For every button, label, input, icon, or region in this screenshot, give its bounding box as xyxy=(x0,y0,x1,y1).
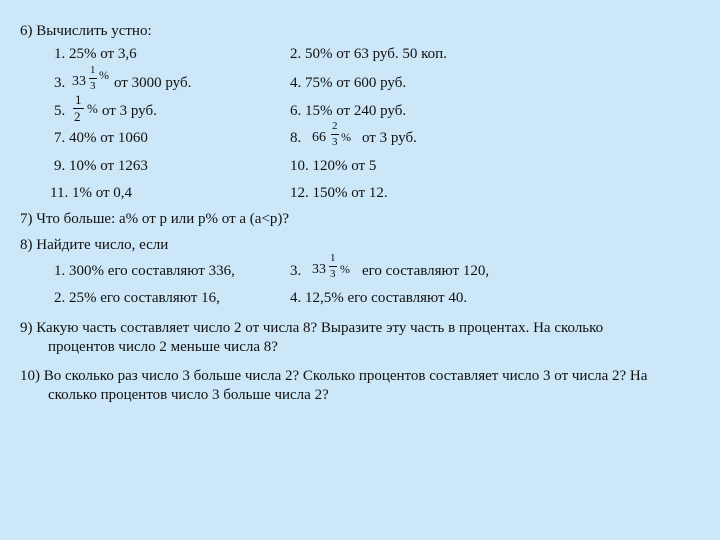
task-6-3-text: от 3000 руб. xyxy=(114,75,192,91)
task-6-5-number: 5. xyxy=(54,103,66,119)
fraction-denominator: 2 xyxy=(74,109,81,124)
fraction-bar xyxy=(89,78,97,79)
fraction-whole: 33 xyxy=(312,262,326,277)
task-8-3-number: 3. xyxy=(290,263,302,279)
fraction-denominator: 3 xyxy=(90,80,96,92)
task-6-2: 2. 50% от 63 руб. 50 коп. xyxy=(290,46,447,62)
fraction-66-2-3-percent xyxy=(312,120,356,154)
section10-line1: 10) Во сколько раз число 3 больше числа 2? Сколько процентов составляет число 3 от числа 2? На xyxy=(20,368,648,384)
fraction-percent-sign: % xyxy=(341,130,351,144)
task-6-6: 6. 15% от 240 руб. xyxy=(290,103,407,119)
fraction-whole: 66 xyxy=(312,130,326,145)
fraction-percent-sign: % xyxy=(87,101,98,116)
fraction-bar xyxy=(329,266,337,267)
task-6-8-number: 8. xyxy=(290,130,302,146)
section9-line1: 9) Какую часть составляет число 2 от числа 8? Выразите эту часть в процентах. На сколько xyxy=(20,320,604,336)
section8-heading: 8) Найдите число, если xyxy=(20,237,169,253)
fraction-denominator: 3 xyxy=(330,268,336,280)
task-8-1: 1. 300% его составляют 336, xyxy=(54,263,235,279)
task-8-2: 2. 25% его составляют 16, xyxy=(54,290,220,306)
task-6-10: 10. 120% от 5 xyxy=(290,158,377,174)
fraction-numerator: 1 xyxy=(75,92,82,107)
task-6-5-text: от 3 руб. xyxy=(102,103,157,119)
task-6-8-text: от 3 руб. xyxy=(362,130,417,146)
section9-question xyxy=(20,319,603,357)
section10-line2: сколько процентов число 3 больше числа 2? xyxy=(48,387,329,403)
fraction-percent-sign: % xyxy=(340,262,350,276)
task-6-9: 9. 10% от 1263 xyxy=(54,158,148,174)
fraction-denominator: 3 xyxy=(332,136,338,148)
fraction-bar xyxy=(331,134,339,135)
task-6-7: 7. 40% от 1060 xyxy=(54,130,148,146)
task-6-4: 4. 75% от 600 руб. xyxy=(290,75,407,91)
section10-question xyxy=(20,367,647,405)
fraction-numerator: 1 xyxy=(330,252,336,264)
section7-question: 7) Что больше: а% от р или р% от а (а<p)? xyxy=(20,211,290,227)
section6-heading: 6) Вычислить устно: xyxy=(20,23,152,39)
task-6-12: 12. 150% от 12. xyxy=(290,185,388,201)
task-8-3-text: его составляют 120, xyxy=(362,263,490,279)
section9-line2: процентов число 2 меньше числа 8? xyxy=(48,339,278,355)
task-8-4: 4. 12,5% его составляют 40. xyxy=(290,290,468,306)
task-6-1: 1. 25% от 3,6 xyxy=(54,46,137,62)
fraction-1-2-percent xyxy=(72,92,102,126)
fraction-whole: 33 xyxy=(72,74,86,89)
fraction-numerator: 1 xyxy=(90,64,96,76)
task-6-3-number: 3. xyxy=(54,75,66,91)
fraction-numerator: 2 xyxy=(332,120,338,132)
fraction-percent-sign: % xyxy=(99,68,109,82)
fraction-33-1-3-percent xyxy=(312,252,356,286)
task-6-11: 11. 1% от 0,4 xyxy=(50,185,133,201)
